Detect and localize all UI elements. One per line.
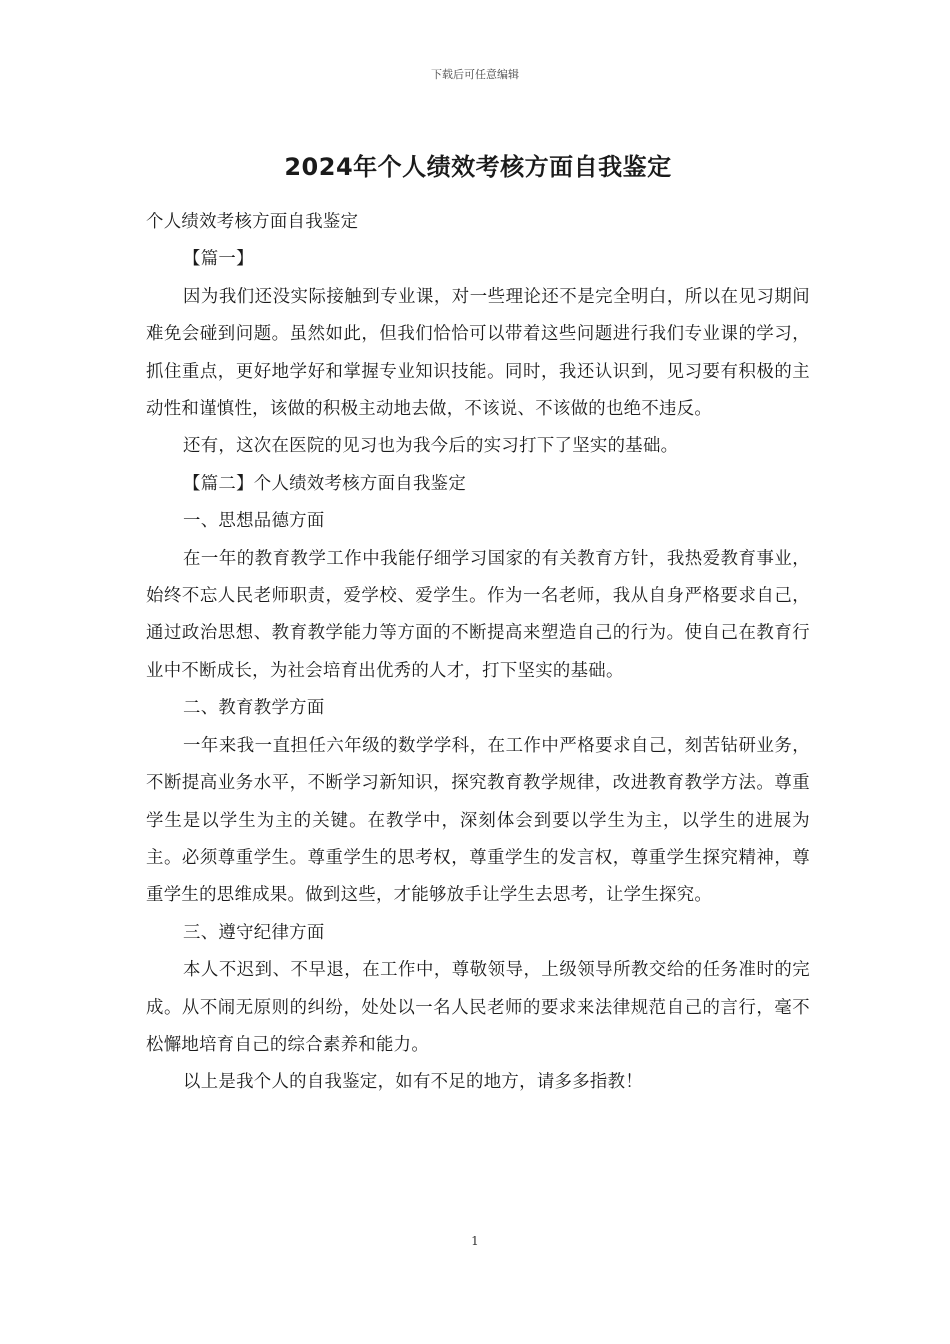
- body-paragraph: 在一年的教育教学工作中我能仔细学习国家的有关教育方针，我热爱教育事业，始终不忘人民老师职责，爱学校、爱学生。作为一名老师，我从自身严格要求自己，通过政治思想、教育教学能力等方面的不断提高来塑造自己的行为。使自己在教育行业中不断成长，为社会培育出优秀的人才，打下坚实的基础。: [146, 548, 810, 681]
- closing-paragraph: 以上是我个人的自我鉴定，如有不足的地方，请多多指教！: [183, 1072, 643, 1093]
- section-label-part-two: 【篇二】个人绩效考核方面自我鉴定: [183, 473, 467, 494]
- section-heading-teaching: 二、教育教学方面: [183, 698, 325, 719]
- document-title: 2024年个人绩效考核方面自我鉴定: [284, 153, 672, 181]
- body-paragraph: 还有，这次在医院的见习也为我今后的实习打下了坚实的基础。: [183, 436, 679, 457]
- body-paragraph: 一年来我一直担任六年级的数学学科，在工作中严格要求自己，刻苦钻研业务，不断提高业务水平，不断学习新知识，探究教育教学规律，改进教育教学方法。尊重学生是以学生为主的关键。在教学中，深刻体会到要以学生为主，以学生的进展为主。必须尊重学生。尊重学生的思考权，尊重学生的发言权，尊重学生探究精神，尊重学生的思维成果。做到这些，才能够放手让学生去思考，让学生探究。: [146, 735, 810, 906]
- document-body: [146, 150, 810, 1102]
- body-paragraph: 因为我们还没实际接触到专业课，对一些理论还不是完全明白，所以在见习期间难免会碰到问题。虽然如此，但我们恰恰可以带着这些问题进行我们专业课的学习，抓住重点，更好地学好和掌握专业知识技能。同时，我还认识到，见习要有积极的主动性和谨慎性，该做的积极主动地去做，不该说、不该做的也绝不违反。: [146, 286, 810, 420]
- page-header: 下载后可任意编辑: [431, 68, 519, 81]
- section-heading-ideology: 一、思想品德方面: [183, 511, 325, 532]
- section-label-part-one: 【篇一】: [183, 249, 254, 270]
- body-paragraph: 本人不迟到、不早退，在工作中，尊敬领导，上级领导所教交给的任务准时的完成。从不闹无原则的纠纷，处处以一名人民老师的要求来法律规范自己的言行，毫不松懈地培育自己的综合素养和能力。: [146, 960, 810, 1055]
- subtitle-paragraph: 个人绩效考核方面自我鉴定: [146, 212, 359, 232]
- page-number: 1: [471, 1234, 479, 1248]
- section-heading-discipline: 三、遵守纪律方面: [183, 922, 325, 943]
